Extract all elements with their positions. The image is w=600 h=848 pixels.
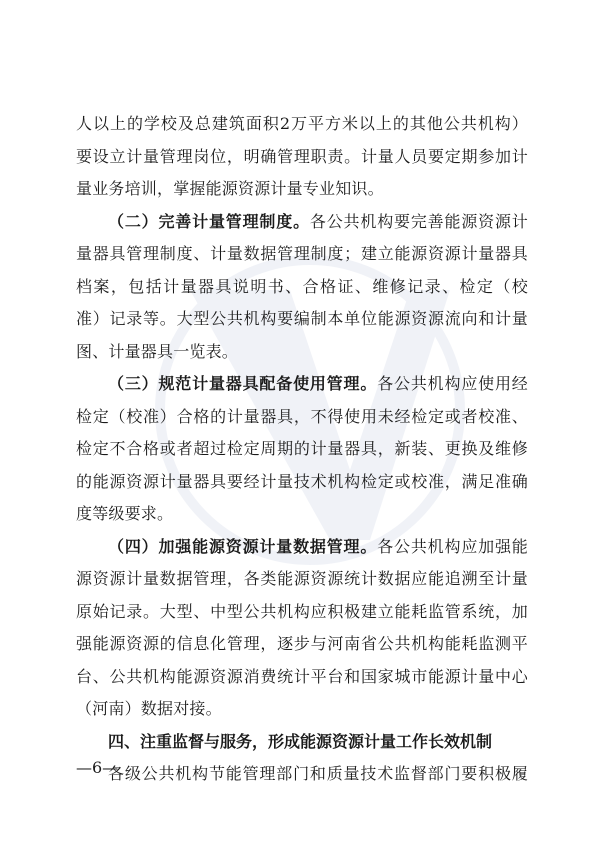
paragraph-first-line	[76, 206, 528, 239]
text-line: 的能源资源计量器具要经计量技术机构检定或校准，满足准确	[76, 471, 528, 491]
text-span: 各公共机构要完善能源资源计	[309, 211, 528, 231]
text-line: 准）记录等。大型公共机构要编制本单位能源资源流向和计量	[76, 309, 528, 328]
text-line: 图、计量器具一览表。	[76, 341, 239, 361]
text-line: 台、公共机构能源资源消费统计平台和国家城市能源计量中心	[76, 666, 528, 686]
text-line: 强能源资源的信息化管理，逐步与河南省公共机构能耗监测平	[76, 634, 528, 653]
text-line: 档案，包括计量器具说明书、合格证、维修记录、检定（校	[76, 276, 528, 296]
paragraph-first-line	[76, 368, 528, 401]
text-line: 原始记录。大型、中型公共机构应积极建立能耗监管系统，加	[76, 601, 528, 621]
section-subtitle: （三）规范计量器具配备使用管理。	[108, 374, 378, 393]
text-line: 量业务培训，掌握能源资源计量专业知识。	[76, 179, 384, 198]
text-line: 人以上的学校及总建筑面积2万平方米以上的其他公共机构）	[76, 114, 528, 133]
text-span: 各公共机构应使用经	[377, 374, 528, 393]
page-number: —6—	[76, 758, 119, 777]
text-line: （河南）数据对接。	[76, 699, 222, 718]
paragraph-first-line	[76, 531, 528, 564]
text-line: 量器具管理制度、计量数据管理制度；建立能源资源计量器具	[76, 244, 528, 263]
paragraph-first-line: 各级公共机构节能管理部门和质量技术监督部门要积极履	[108, 764, 528, 783]
text-line: 要设立计量管理岗位，明确管理职责。计量人员要定期参加计	[76, 146, 528, 166]
body-text	[76, 108, 528, 791]
text-span: 各公共机构应加强能	[377, 536, 528, 556]
text-line: 检定（校准）合格的计量器具，不得使用未经检定或者校准、	[76, 406, 528, 426]
section-heading: 四、注重监督与服务，形成能源资源计量工作长效机制	[108, 731, 493, 751]
section-subtitle: （四）加强能源资源计量数据管理。	[108, 536, 378, 556]
text-line: 源资源计量数据管理，各类能源资源统计数据应能追溯至计量	[76, 569, 528, 588]
text-line: 度等级要求。	[76, 504, 174, 523]
text-line: 检定不合格或者超过检定周期的计量器具，新装、更换及维修	[76, 439, 528, 458]
section-subtitle: （二）完善计量管理制度。	[108, 211, 310, 231]
